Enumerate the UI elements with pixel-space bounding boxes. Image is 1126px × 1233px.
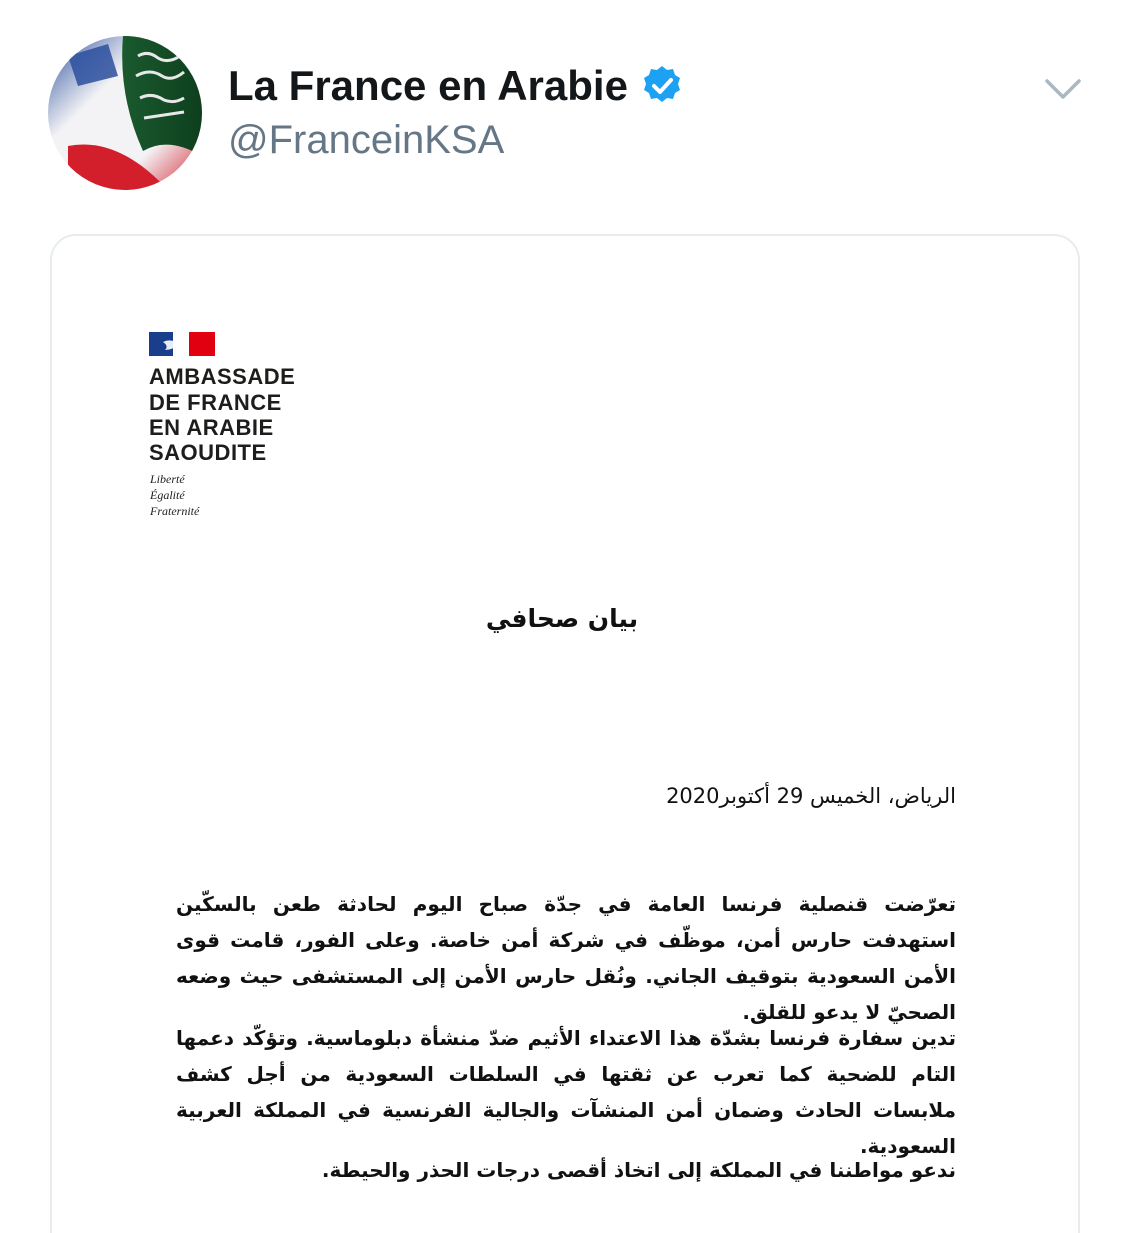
french-republic-flag-icon [149, 332, 215, 356]
embassy-name-line-1: AMBASSADE [149, 364, 296, 389]
embassy-name-line-2: DE FRANCE [149, 390, 282, 415]
profile-avatar[interactable] [48, 36, 202, 190]
document-title: بيان صحافي [485, 604, 639, 633]
document-paragraph-1: تعرّضت قنصلية فرنسا العامة في جدّة صباح اليوم لحادثة طعن بالسكّين استهدفت حارس أمن، موظّف في شركة أمن خاصة. وعلى الفور، قامت قوى الأمن السعودية بتوقيف الجاني. ونُقل حارس الأمن إلى المستشفى حيث وضعه الصحيّ لا يدعو للقلق. [176, 892, 956, 1024]
embassy-name-line-3: EN ARABIE [149, 415, 274, 440]
chevron-down-icon[interactable] [1044, 76, 1082, 102]
press-release-document [52, 236, 1078, 1233]
document-paragraph-2: تدين سفارة فرنسا بشدّة هذا الاعتداء الأثيم ضدّ منشأة دبلوماسية. وتؤكّد دعمها التام للضحية كما تعرب عن ثقتها في السلطات السعودية من أجل كشف ملابسات الحادث وضمان أمن المنشآت والجالية الفرنسية في المملكة العربية السعودية. [176, 1026, 956, 1158]
embassy-name-line-4: SAOUDITE [149, 440, 267, 465]
document-date: الرياض، الخميس 29 أكتوبر2020 [666, 784, 956, 808]
motto-egalite: Égalité [150, 488, 185, 502]
user-handle[interactable]: @FranceinKSA [228, 118, 505, 162]
display-name[interactable] [228, 62, 684, 110]
document-paragraph-3: ندعو مواطننا في المملكة إلى اتخاذ أقصى درجات الحذر والحيطة. [321, 1158, 956, 1182]
verified-badge-icon [640, 64, 684, 108]
avatar-flags-image [48, 36, 202, 190]
motto-fraternite: Fraternité [150, 504, 200, 518]
display-name-text: La France en Arabie [228, 62, 628, 109]
tweet-media-image[interactable] [50, 234, 1080, 1233]
motto-liberte: Liberté [150, 472, 185, 486]
